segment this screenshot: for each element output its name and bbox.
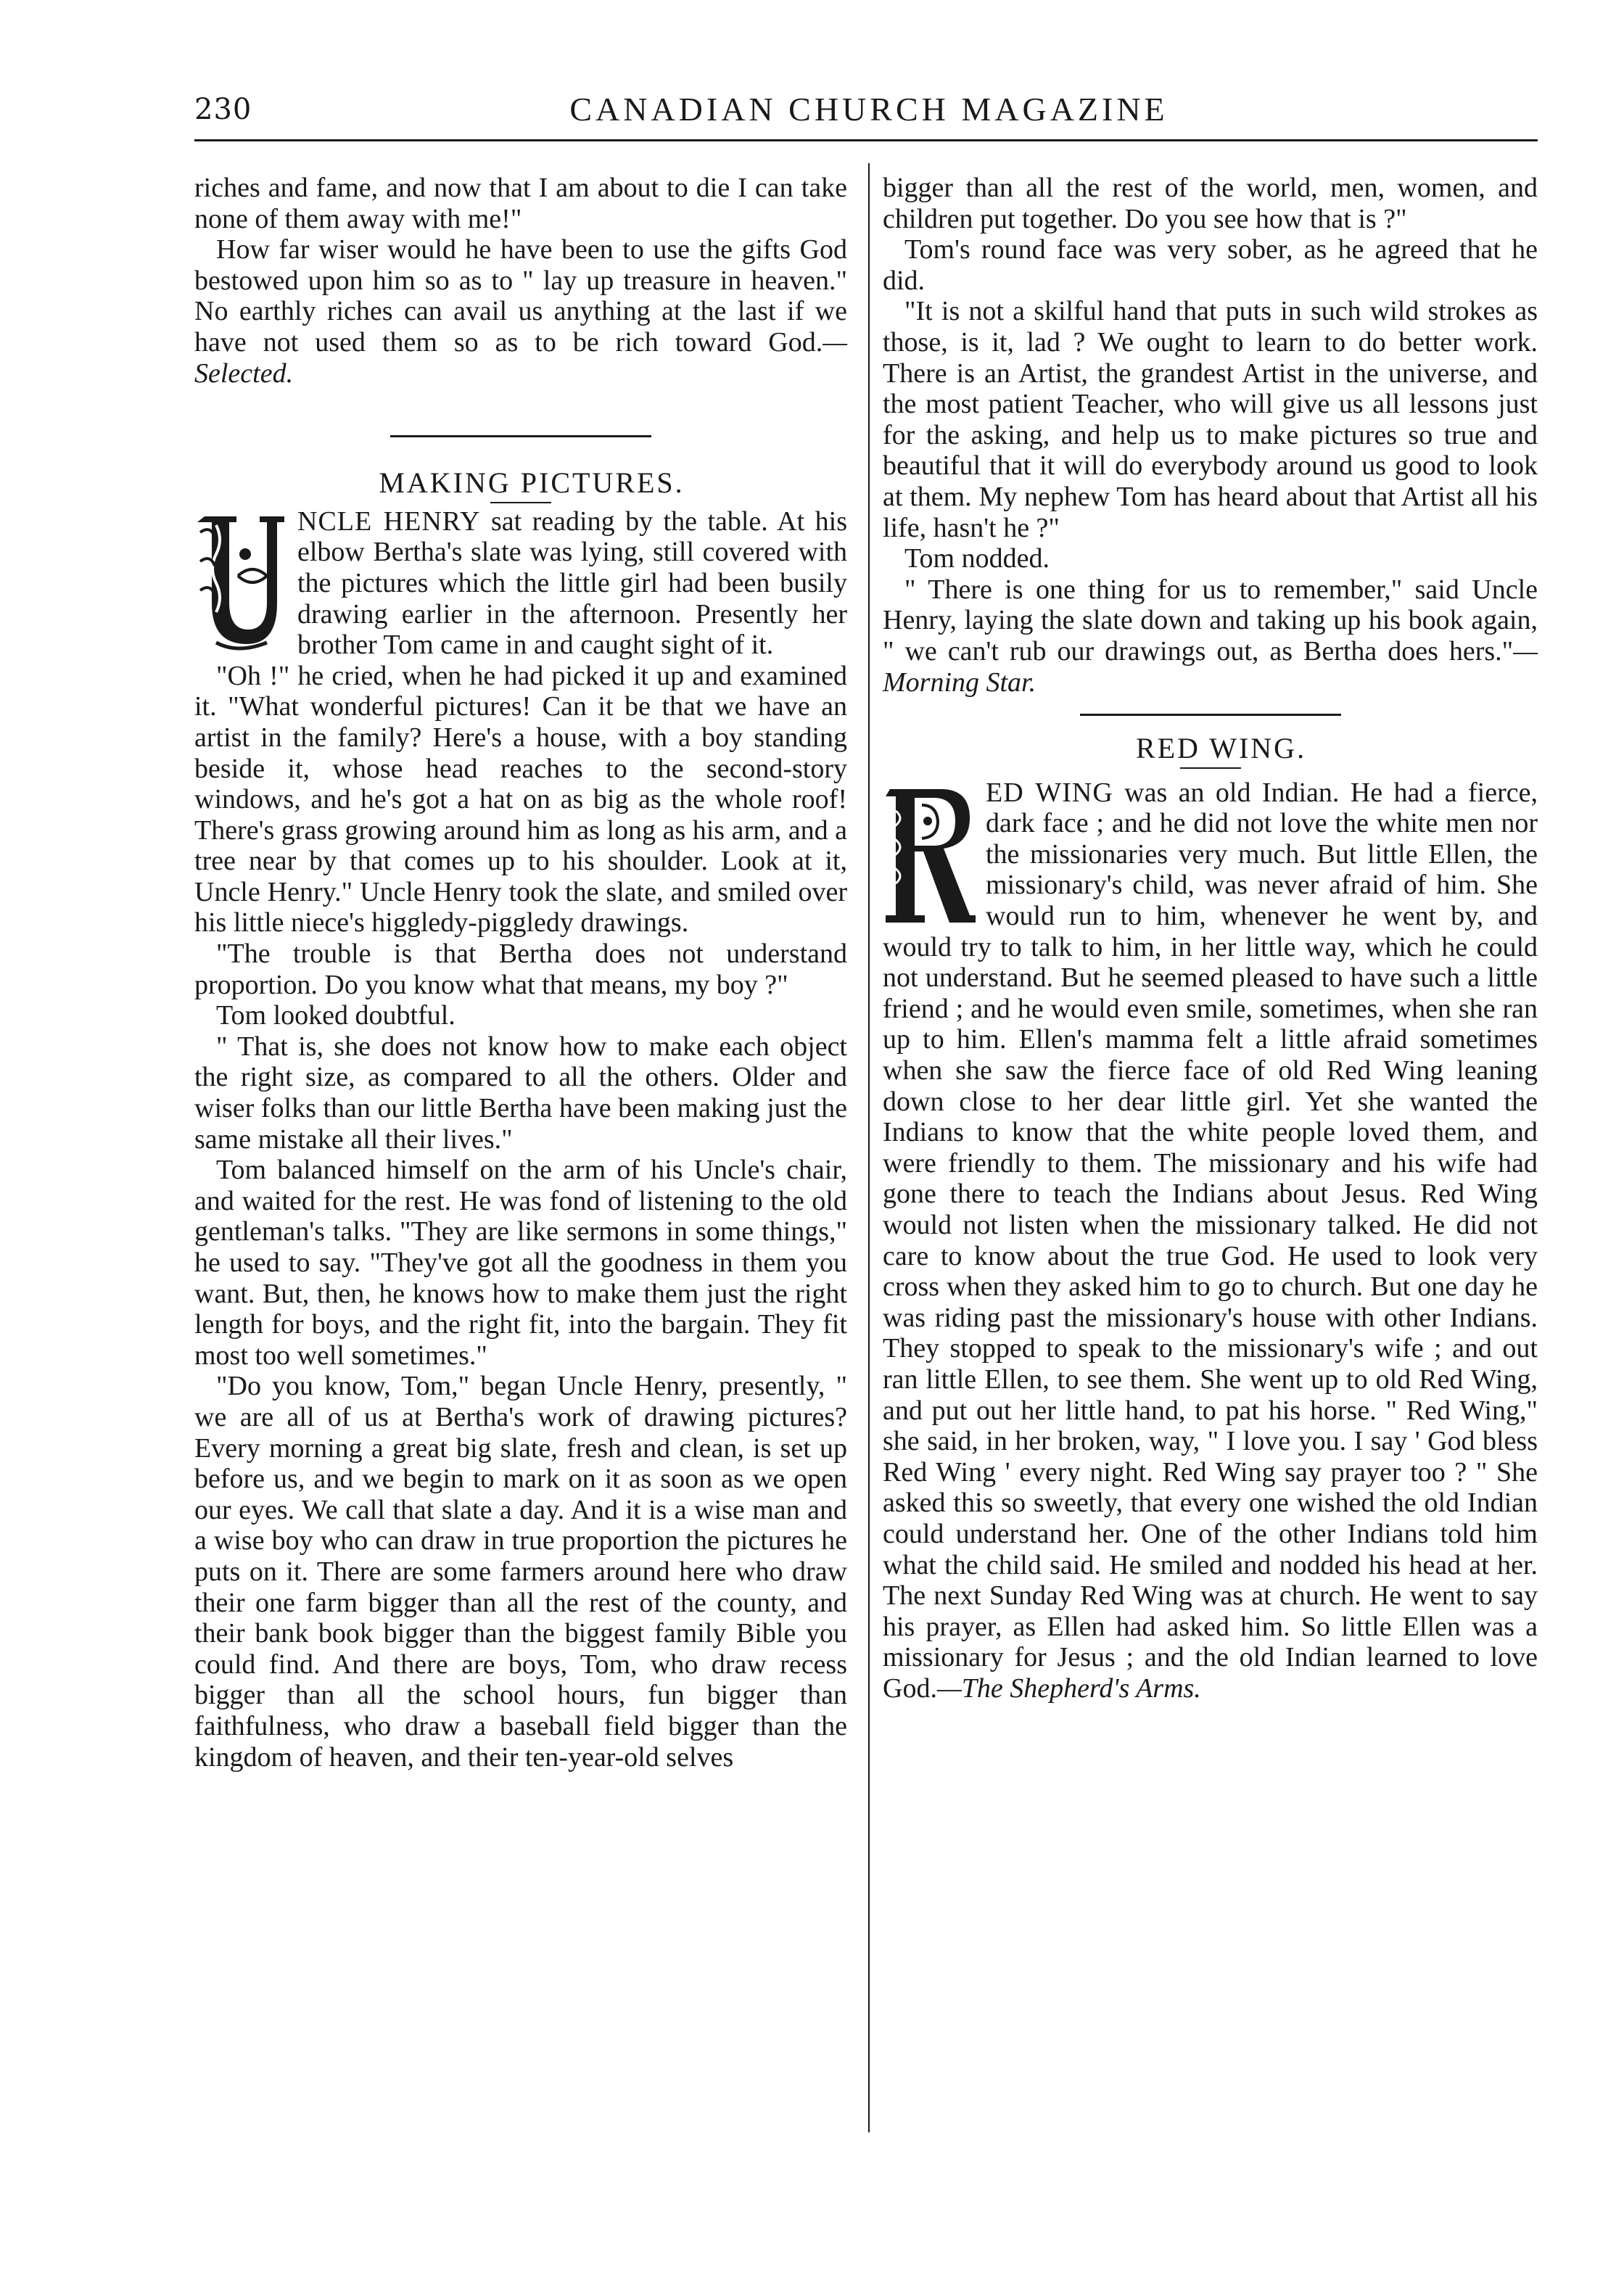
intro-paragraph-2 [194, 234, 847, 389]
red-wing-paragraph-1-text: was an old Indian. He had a fierce, dark face ; and he did not love the white men nor the missionaries very much. But little Ellen, the missionary's child, was never afraid of him. She would run to him, whenever he went by, and would try to talk to him, in her little way, which he could not understand. But he seemed pleased to have such a little friend ; and he would even smile, sometimes, when she ran up to him. Ellen's mamma felt a little afraid sometimes when she saw the fierce face of old Red Wing leaning down close to her dear little girl. Yet she wanted the Indians to know that the white people loved them, and were friendly to them. The missionary and his wife had gone there to teach the Indians about Jesus. Red Wing would not listen when the missionary talked. He did not care to know about the true God. He used to look very cross when they asked him to go to church. But one day he was riding past the missionary's house with other Indians. They stopped to speak to the missionary's wife ; and out ran little Ellen, to see them. She went up to old Red Wing, and put out her little hand, to pat his horse. " Red Wing," she said, in her broken, way, " I love you. I say ' God bless Red Wing ' every night. Red Wing say prayer too ? " She asked this so sweetly, that every one wished the old Indian could understand her. One of the other Indians told him what the child said. He smiled and nodded his head at her. The next Sunday Red Wing was at church. He went to say his prayer, as Ellen had asked him. So little Ellen was a missionary for Jesus ; and the old Indian learned to love God. [883, 777, 1538, 1704]
red-wing-title: RED WING. [1135, 732, 1307, 765]
making-pictures-paragraph-4: Tom looked doubtful. [216, 1000, 456, 1031]
intro-paragraph-1: riches and fame, and now that I am about to die I can take none of them away with me!" [194, 173, 847, 234]
column-divider [868, 163, 870, 2132]
continued-paragraph-5 [883, 574, 1538, 698]
making-pictures-paragraph-1-text: sat reading by the table. At his elbow Bertha's slate was lying, still covered with the pictures which the little girl had been busily drawing earlier in the afternoon. Presently her brother Tom came in and caught sight of it. [297, 506, 847, 661]
intro-paragraph-2-text: How far wiser would he have been to use the gifts God bestowed upon him so as to " lay up treasure in heaven." No earthly riches can avail us anything at the last if we have not used them so as to be rich toward God. [194, 234, 847, 358]
morning-star-source: —Morning Star. [883, 635, 1538, 698]
header-rule [194, 139, 1538, 141]
making-pictures-paragraph-1 [194, 506, 847, 661]
ornamental-dropcap-u [194, 511, 287, 656]
continued-paragraph-1: bigger than all the rest of the world, men, women, and children put together. Do you see how that is ?" [883, 173, 1538, 234]
shepherds-arms-source: —The Shepherd's Arms. [936, 1672, 1201, 1704]
right-column [883, 173, 1538, 1704]
making-pictures-paragraph-2: "Oh !" he cried, when he had picked it up and examined it. "What wonderful pictures! Can it be that we have an artist in the family? Here's a house, with a boy standing beside it, whose head reaches to the second-story windows, and he's got a hat on as big as the whole roof! There's grass growing around him as long as his arm, and a tree near by that comes up to his shoulder. Look at it, Uncle Henry." Uncle Henry took the slate, and smiled over his little niece's higgledy-piggledy drawings. [194, 660, 847, 939]
continued-paragraph-4: Tom nodded. [904, 543, 1050, 574]
making-pictures-paragraph-3: "The trouble is that Bertha does not understand proportion. Do you know what that means, my boy ?" [194, 939, 847, 1000]
magazine-title: CANADIAN CHURCH MAGAZINE [569, 91, 1168, 128]
red-wing-paragraph-1 [883, 777, 1538, 1704]
continued-paragraph-5-text: " There is one thing for us to remember," said Uncle Henry, laying the slate down and taking up his book again, " we can't rub our drawings out, as Bertha does hers." [883, 574, 1538, 667]
making-pictures-paragraph-7: "Do you know, Tom," began Uncle Henry, presently, " we are all of us at Bertha's work of drawing pictures? Every morning a great big slate, fresh and clean, is set up before us, and we begin to mark on it as soon as we open our eyes. We call that slate a day. And it is a wise man and a wise boy who can draw in true proportion the pictures he puts on it. There are some farmers around here who draw their one farm bigger than all the rest of the county, and their bank book bigger than the biggest family Bible you could find. And there are boys, Tom, who draw recess bigger than all the school hours, fun bigger than faithfulness, who draw a baseball field bigger than the kingdom of heaven, and their ten-year-old selves [194, 1371, 847, 1773]
red-wing-lead-words: ED WING [986, 777, 1113, 808]
continued-paragraph-2: Tom's round face was very sober, as he agreed that he did. [883, 234, 1538, 296]
continued-paragraph-3: "It is not a skilful hand that puts in such wild strokes as those, is it, lad ? We ought to learn to do better work. There is an Artist, the grandest Artist in the universe, and the most patient Teacher, who will give us all lessons just for the asking, and help us to make pictures so true and beautiful that it will do everybody around us good to look at them. My nephew Tom has heard about that Artist all his life, hasn't he ?" [883, 296, 1538, 543]
page-header [194, 87, 1538, 138]
making-pictures-lead-words: NCLE HENRY [297, 506, 481, 537]
making-pictures-paragraph-5: " That is, she does not know how to make each object the right size, as compared to all the others. Older and wiser folks than our little Bertha have been making just the same mistake all their lives." [194, 1031, 847, 1155]
intro-source: —Selected. [194, 326, 847, 389]
making-pictures-paragraph-6: Tom balanced himself on the arm of his Uncle's chair, and waited for the rest. He was fond of listening to the old gentleman's talks. "They are like sermons in some things," he used to say. "They've got all the goodness in them you want. But, then, he knows how to make them just the right length for boys, and the right fit, into the bargain. They fit most too well sometimes." [194, 1155, 847, 1371]
page-number: 230 [194, 93, 252, 126]
left-column [194, 173, 847, 1773]
ornamental-dropcap-r [883, 782, 976, 931]
making-pictures-title: MAKING PICTURES. [379, 466, 685, 500]
